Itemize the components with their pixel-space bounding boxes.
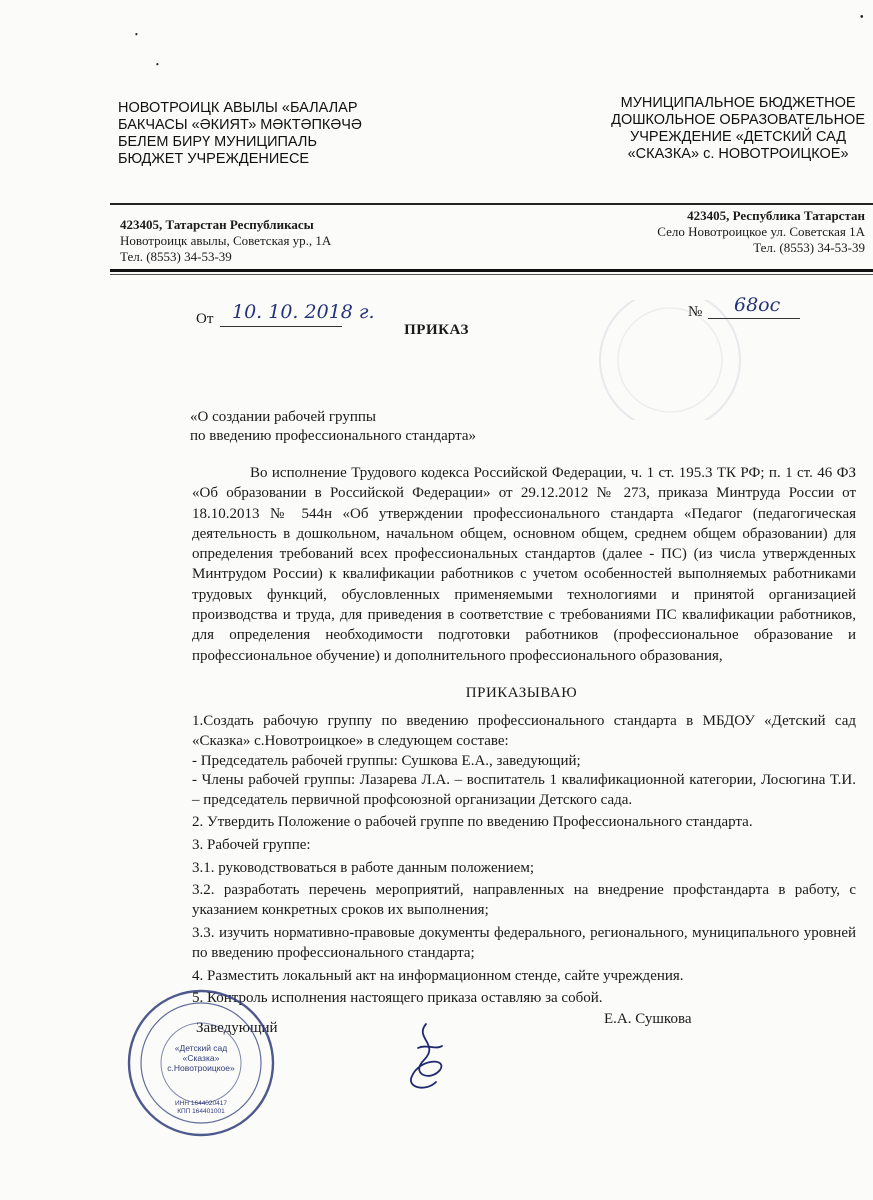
stamp-line: КПП 164401001 [177,1108,225,1115]
order-subject [190,408,476,446]
date-label: От [196,311,214,327]
round-stamp [126,988,276,1138]
signature-label: Заведующий [196,1020,278,1036]
org-name-line: «СКАЗКА» с. НОВОТРОИЦКОЕ» [627,146,849,162]
stamp-line: «Детский сад [174,1043,228,1053]
preamble-text: Во исполнение Трудового кодекса Российской Федерации, ч. 1 ст. 195.3 ТК РФ; п. 1 ст. 46 ФЗ «Об образовании в Российской Федерации» от 29.12.2012 № 273, приказа Минтруда России от 18.10.2013 № 544н «Об утверждении профессионального стандарта «Педагог (педагогическая деятельность в дошкольном, начальном общем, основном общем, среднем общем образовании) для определения требований всех профессиональных стандартов (далее - ПС) (из числа утвержденных Минтрудом России) к квалификации работников с учетом особенностей выполняемых работниками трудовых функций, обусловленных применяемыми технологиями и принятой организацией производства и труда, для приведения в соответствие с требованиями ПС квалификации работников, для определения необходимости подготовки работников (профессиональное образование и профессиональное обучение) и дополнительного профессионального образования, [192,465,856,664]
scan-speck: • [135,30,138,39]
order-item: 4. Разместить локальный акт на информационном стенде, сайте учреждения. [192,967,684,984]
order-item: 1.Создать рабочую группу по введению профессионального стандарта в МБДОУ «Детский сад «Сказка» с.Новотроицкое» в следующем составе: [192,713,856,749]
scan-speck: • [860,12,864,23]
org-name-russian [611,95,865,163]
address-line: 423405, Татарстан Республикасы [120,217,314,232]
org-name-line: МУНИЦИПАЛЬНОЕ БЮДЖЕТНОЕ [620,95,856,111]
org-name-line: УЧРЕЖДЕНИЕ «ДЕТСКИЙ САД [630,129,847,145]
stamp-line: «Сказка» [182,1053,220,1063]
order-item: 3. Рабочей группе: [192,836,311,853]
subject-line: «О создании рабочей группы [190,409,376,425]
order-preamble [192,463,856,666]
order-item: 3.1. руководствоваться в работе данным положением; [192,859,534,876]
org-name-line: ДОШКОЛЬНОЕ ОБРАЗОВАТЕЛЬНОЕ [611,112,865,128]
number-value: 68ос [734,294,781,316]
address-russian [657,208,865,256]
signature-name: Е.А. Сушкова [604,1011,692,1027]
order-item: - Председатель рабочей группы: Сушкова Е.А., заведующий; [192,752,581,769]
document-title: ПРИКАЗ [404,322,469,338]
address-line: Тел. (8553) 34-53-39 [120,249,232,264]
order-item: - Члены рабочей группы: Лазарева Л.А. – воспитатель 1 квалификационной категории, Лосюгина Т.И. – председатель первичной профсоюзной организации Детского сада. [192,772,856,809]
address-line: Новотроицк авылы, Советская ур., 1А [120,233,332,248]
address-line: Тел. (8553) 34-53-39 [753,240,865,255]
order-item: 3.3. изучить нормативно-правовые документы федерального, регионального, муниципального уровней по введению профессионального стандарта; [192,924,856,961]
org-name-line: НОВОТРОИЦК АВЫЛЫ «БАЛАЛАР [118,100,358,116]
bleed-through-stamp [560,300,860,420]
order-items [192,712,856,1009]
handwritten-signature [396,1018,456,1098]
header-divider-top [110,203,873,205]
decree-heading: ПРИКАЗЫВАЮ [465,685,578,701]
address-tatar [120,217,331,265]
subject-line: по введению профессионального стандарта» [190,428,477,444]
number-label: № [688,304,703,320]
org-name-tatar [118,100,362,168]
address-line: Село Новотроицкое ул. Советская 1А [657,224,865,239]
org-name-line: БЕЛЕМ БИРҮ МУНИЦИПАЛЬ [118,134,317,150]
stamp-line: ИНН 1644020417 [174,1100,228,1107]
header-divider-bottom-thin [110,274,873,275]
order-item: 2. Утвердить Положение о рабочей группе по введению Профессионального стандарта. [192,813,753,830]
header-divider-bottom [110,269,873,272]
address-line: 423405, Республика Татарстан [687,208,865,223]
org-name-line: БАКЧАСЫ «ӘКИЯТ» МӘКТӘПКӘЧӘ [118,117,362,133]
stamp-line: с.Новотроицкое» [167,1063,235,1073]
order-item: 3.2. разработать перечень мероприятий, направленных на внедрение профстандарта в работу, с указанием конкретных сроков их выполнения; [192,882,856,919]
order-item: 5. Контроль исполнения настоящего приказа оставляю за собой. [192,990,603,1007]
scan-speck: • [156,60,159,69]
date-value: 10. 10. 2018 г. [232,301,375,323]
org-name-line: БЮДЖЕТ УЧРЕЖДЕНИЕСЕ [118,151,310,167]
